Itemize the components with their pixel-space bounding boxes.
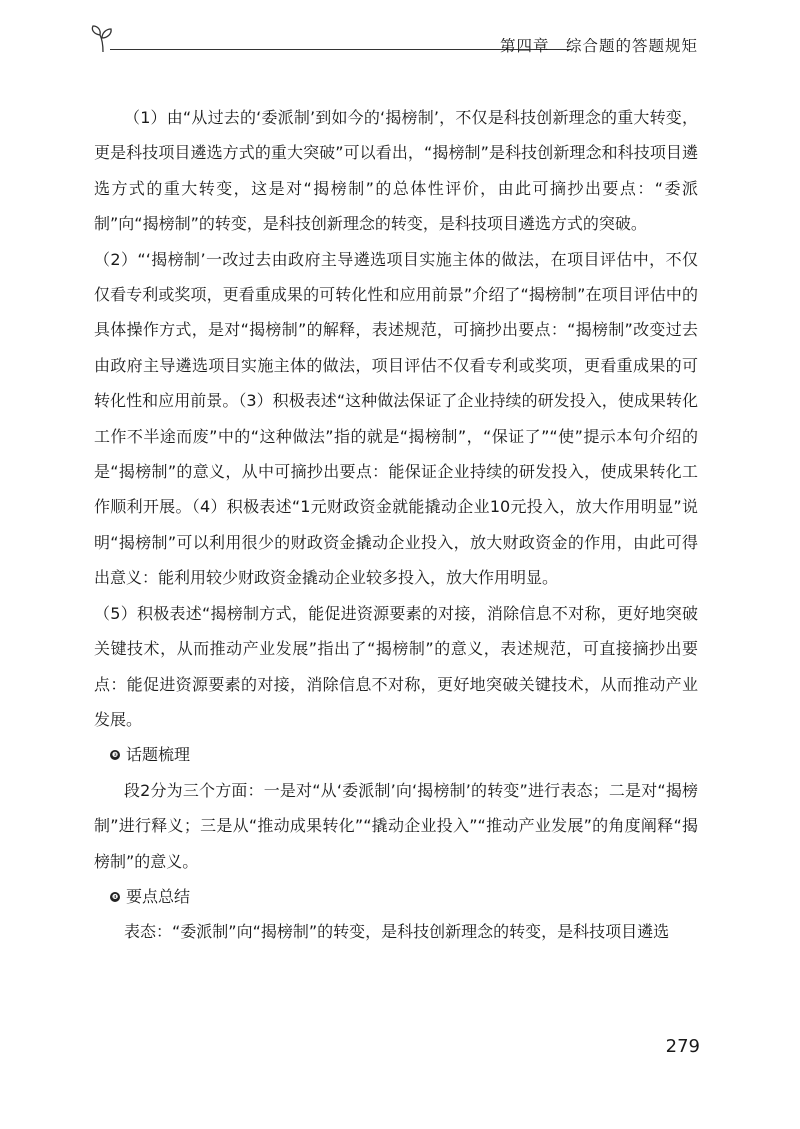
topic-text: 段2分为三个方面：一是对“从‘委派制’向‘揭榜制’的转变”进行表态；二是对“揭榜制”进行释义；三是从“推动成果转化”“撬动企业投入”“推动产业发展”的角度阐释“揭榜制”的意义。 [94, 780, 698, 871]
summary-text: 表态：“委派制”向“揭榜制”的转变，是科技创新理念的转变，是科技项目遴选 [124, 922, 670, 942]
numbered-bullet-icon: ❹ [111, 892, 119, 901]
paragraph-2: （2）“‘揭榜制’一改过去由政府主导遴选项目实施主体的做法，在项目评估中，不仅仅看专利或奖项，更看重成果的可转化性和应用前景”介绍了“揭榜制”在项目评估中的具体操作方式，是对“揭榜制”的解释，表述规范，可摘抄出要点：“揭榜制”改变过去由政府主导遴选项目实施主体的做法，项目评估不仅看专利或奖项，更看重成果的可转化性和应用前景。（3）积极表述“这种做法保证了企业持续的研发投入，使成果转化工作不半途而废”中的“这种做法”指的就是“揭榜制”，“保证了”“使”提示本句介绍的是“揭榜制”的意义，从中可摘抄出要点：能保证企业持续的研发投入，使成果转化工作顺利开展。（4）积极表述“1元财政资金就能撬动企业10元投入，放大作用明显”说明“揭榜制”可以利用很少的财政资金撬动企业投入，放大财政资金的作用，由此可得出意义：能利用较少财政资金撬动企业较多投入，放大作用明显。 [94, 249, 698, 588]
chapter-title: 第四章 综合题的答题规矩 [500, 37, 699, 55]
numbered-bullet-icon: ❸ [111, 751, 119, 760]
paragraph-3: （5）积极表述“揭榜制方式，能促进资源要素的对接，消除信息不对称，更好地突破关键技术，从而推动产业发展”指出了“揭榜制”的意义，表述规范，可直接摘抄出要点：能促进资源要素的对接，消除信息不对称，更好地突破关键技术，从而推动产业发展。 [94, 603, 698, 729]
page-body [94, 100, 698, 950]
page-header [90, 24, 700, 64]
paragraph-1: （1）由“从过去的‘委派制’到如今的‘揭榜制’，不仅是科技创新理念的重大转变，更是科技项目遴选方式的重大突破”可以看出，“揭榜制”是科技创新理念和科技项目遴选方式的重大转变，这是对“揭榜制”的总体性评价，由此可摘抄出要点：“委派制”向“揭榜制”的转变，是科技创新理念的转变，是科技项目遴选方式的突破。 [94, 108, 698, 234]
summary-heading [94, 879, 698, 914]
summary-heading-label: 要点总结 [126, 886, 191, 906]
page-number: 279 [665, 1036, 700, 1057]
topic-heading-label: 话题梳理 [126, 745, 191, 765]
topic-heading [94, 737, 698, 772]
